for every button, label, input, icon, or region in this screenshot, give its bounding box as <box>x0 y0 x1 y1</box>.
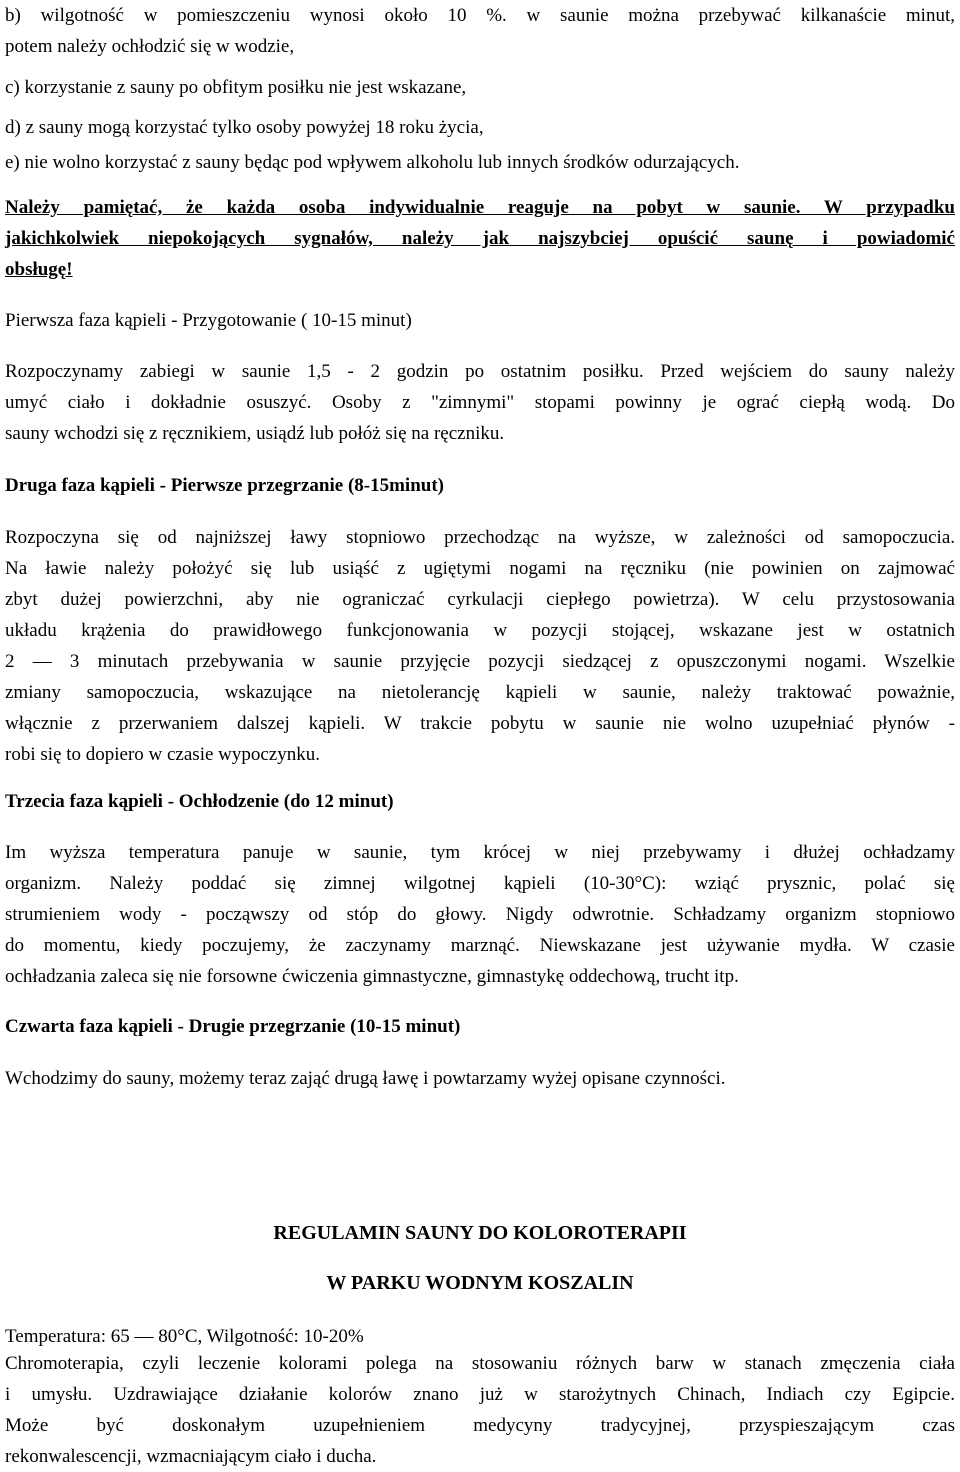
phase1-body <box>5 356 955 449</box>
phase2-line: włącznie z przerwaniem dalszej kąpieli. W trakcie pobytu w saunie nie wolno uzupełniać płynów - <box>5 713 955 734</box>
phase2-line: Na ławie należy położyć się lub usiąść z ugiętymi nogami na ręczniku (nie powinien on zajmować <box>5 558 955 579</box>
phase3-line: strumieniem wody - począwszy od stóp do głowy. Nigdy odwrotnie. Schładzamy organizm stopniowo <box>5 904 955 925</box>
phase3-body <box>5 837 955 992</box>
phase2-heading: Druga faza kąpieli - Pierwsze przegrzanie (8-15minut) <box>5 475 445 496</box>
list-item-c-text: c) korzystanie z sauny po obfitym posiłku nie jest wskazane, <box>5 77 467 98</box>
phase2-line: Rozpoczyna się od najniższej ławy stopniowo przechodząc na wyższe, w zależności od samopoczucia. <box>5 527 955 548</box>
phase2-line: układu krążenia do prawidłowego funkcjonowania w pozycji stojącej, wskazane jest w ostatnich <box>5 620 955 641</box>
warning-line1: Należy pamiętać, że każda osoba indywidualnie reaguje na pobyt w saunie. W przypadku <box>5 197 955 218</box>
warning-note <box>5 192 955 285</box>
regulamin-line: Może być doskonałym uzupełnieniem medycyny tradycyjnej, przyspieszającym czas <box>5 1415 955 1436</box>
phase1-heading: Pierwsza faza kąpieli - Przygotowanie ( 10-15 minut) <box>5 310 412 331</box>
regulamin-line: rekonwalescencji, wzmacniającym ciało i ducha. <box>5 1446 377 1467</box>
list-item-b-line1: b) wilgotność w pomieszczeniu wynosi około 10 %. w saunie można przebywać kilkanaście minut, <box>5 5 955 26</box>
phase2-line: 2 — 3 minutach przebywania w saunie przyjęcie pozycji siedzącej z opuszczonymi nogami. Wszelkie <box>5 651 955 672</box>
phase3-line: Im wyższa temperatura panuje w saunie, tym krócej w niej przebywamy i dłużej ochładzamy <box>5 842 955 863</box>
list-item-b <box>5 0 955 62</box>
regulamin-params-text: Temperatura: 65 — 80°C, Wilgotność: 10-20% <box>5 1326 364 1347</box>
regulamin-line: Chromoterapia, czyli leczenie kolorami polega na stosowaniu różnych barw w stanach zmęczenia ciała <box>5 1353 955 1374</box>
list-item-e <box>5 147 955 178</box>
phase2-line: zbyt dużej powierzchni, aby nie ograniczać cyrkulacji ciepłego powietrza). W celu przystosowania <box>5 589 955 610</box>
warning-line3: obsługę! <box>5 259 73 280</box>
regulamin-body <box>5 1348 955 1472</box>
phase4-line: Wchodzimy do sauny, możemy teraz zająć drugą ławę i powtarzamy wyżej opisane czynności. <box>5 1068 726 1089</box>
list-item-e-text: e) nie wolno korzystać z sauny będąc pod wpływem alkoholu lub innych środków odurzających. <box>5 152 740 173</box>
phase2-line: zmiany samopoczucia, wskazujące na nietolerancję kąpieli w saunie, należy traktować poważnie, <box>5 682 955 703</box>
list-item-d <box>5 112 955 143</box>
list-item-c <box>5 72 955 103</box>
phase4-body <box>5 1063 955 1094</box>
phase2-body <box>5 522 955 770</box>
phase3-line: organizm. Należy poddać się zimnej wilgotnej kąpieli (10-30°C): wziąć prysznic, polać się <box>5 873 955 894</box>
regulamin-subtitle: W PARKU WODNYM KOSZALIN <box>326 1272 634 1294</box>
regulamin-title: REGULAMIN SAUNY DO KOLOROTERAPII <box>273 1222 687 1244</box>
regulamin-line: i umysłu. Uzdrawiające działanie kolorów znano już w starożytnych Chinach, Indiach czy Egipcie. <box>5 1384 955 1405</box>
phase4-heading: Czwarta faza kąpieli - Drugie przegrzanie (10-15 minut) <box>5 1016 461 1037</box>
phase1-line: sauny wchodzi się z ręcznikiem, usiądź lub połóż się na ręczniku. <box>5 423 505 444</box>
phase3-line: ochładzania zaleca się nie forsowne ćwiczenia gimnastyczne, gimnastykę oddechową, trucht itp. <box>5 966 739 987</box>
phase1-line: umyć ciało i dokładnie osuszyć. Osoby z "zimnymi" stopami powinny je ograć ciepłą wodą. Do <box>5 392 955 413</box>
list-item-d-text: d) z sauny mogą korzystać tylko osoby powyżej 18 roku życia, <box>5 117 484 138</box>
warning-line2: jakichkolwiek niepokojących sygnałów, należy jak najszybciej opuścić saunę i powiadomić <box>5 228 955 249</box>
phase3-line: do momentu, kiedy poczujemy, że zaczynamy marznąć. Niewskazane jest używanie mydła. W czasie <box>5 935 955 956</box>
phase2-line: robi się to dopiero w czasie wypoczynku. <box>5 744 320 765</box>
list-item-b-line2: potem należy ochłodzić się w wodzie, <box>5 36 295 57</box>
phase3-heading: Trzecia faza kąpieli - Ochłodzenie (do 12 minut) <box>5 791 394 812</box>
phase1-line: Rozpoczynamy zabiegi w saunie 1,5 - 2 godzin po ostatnim posiłku. Przed wejściem do sauny należy <box>5 361 955 382</box>
